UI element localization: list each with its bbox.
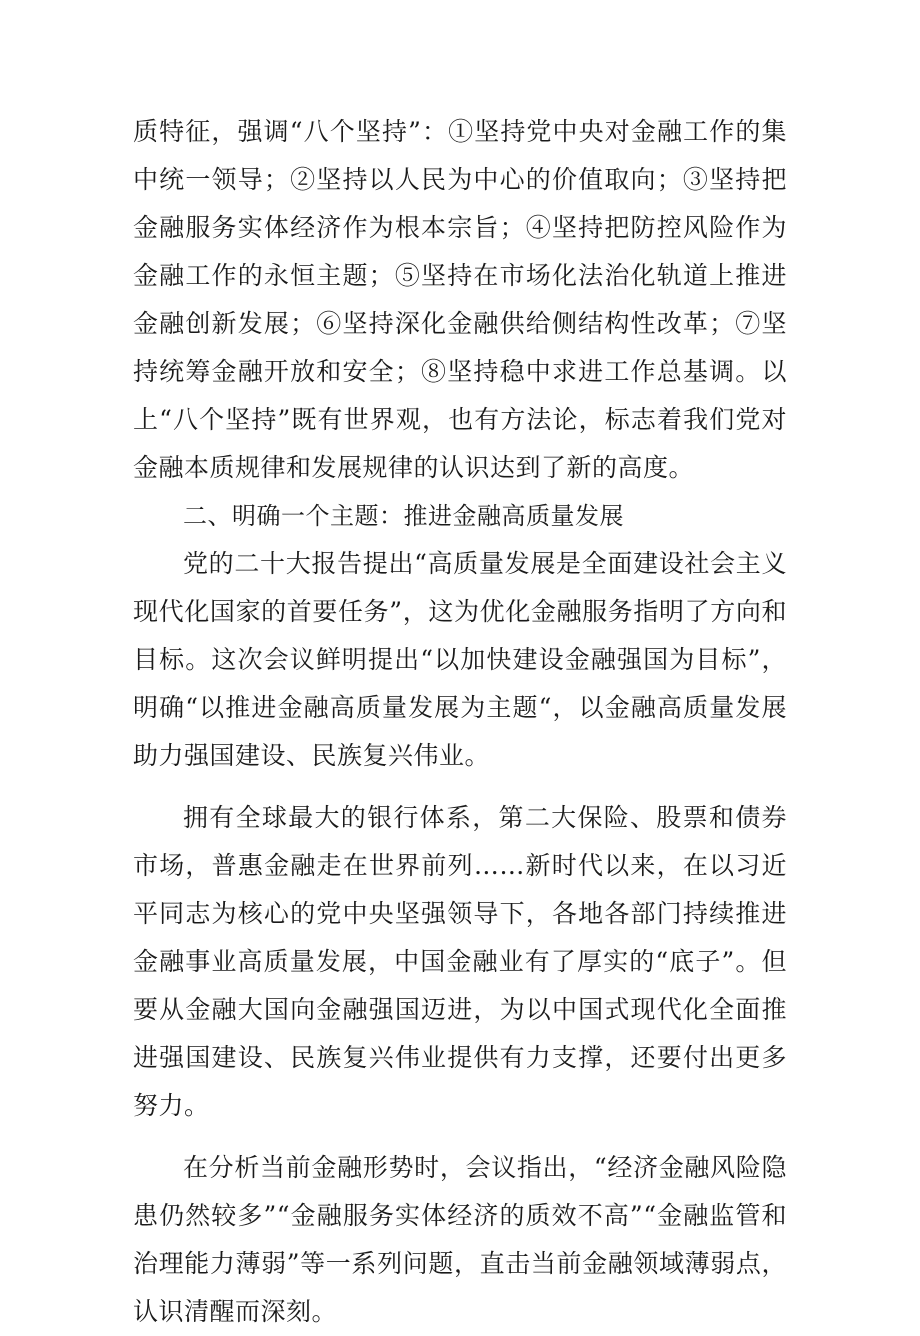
paragraph-eight-adherences: 质特征，强调“八个坚持”：①坚持党中央对金融工作的集中统一领导；②坚持以人民为中心的价值取向；③坚持把金融服务实体经济作为根本宗旨；④坚持把防控风险作为金融工作的永恒主题；⑤坚持在市场化法治化轨道上推进金融创新发展；⑥坚持深化金融供给侧结构性改革；⑦坚持统筹金融开放和安全；⑧坚持稳中求进工作总基调。以上“八个坚持”既有世界观，也有方法论，标志着我们党对金融本质规律和发展规律的认识达到了新的高度。	[133, 117, 787, 482]
paragraph-financial-risks: 在分析当前金融形势时，会议指出，“经济金融风险隐患仍然较多”“金融服务实体经济的质效不高”“金融监管和治理能力薄弱”等一系列问题，直击当前金融领域薄弱点，认识清醒而深刻。	[133, 1153, 787, 1326]
paragraph-spacer	[133, 780, 787, 794]
paragraph-high-quality-development: 党的二十大报告提出“高质量发展是全面建设社会主义现代化国家的首要任务”，这为优化金融服务指明了方向和目标。这次会议鲜明提出“以加快建设金融强国为目标”，明确“以推进金融高质量发展为主题“，以金融高质量发展助力强国建设、民族复兴伟业。	[133, 549, 787, 770]
section-heading: 二、明确一个主题：推进金融高质量发展	[183, 502, 624, 530]
document-body	[133, 108, 787, 1336]
paragraph-financial-system: 拥有全球最大的银行体系，第二大保险、股票和债券市场，普惠金融走在世界前列……新时代以来，在以习近平同志为核心的党中央坚强领导下，各地各部门持续推进金融事业高质量发展，中国金融业有了厚实的“底子”。但要从金融大国向金融强国迈进，为以中国式现代化全面推进强国建设、民族复兴伟业提供有力支撑，还要付出更多努力。	[133, 803, 787, 1120]
paragraph-spacer	[133, 1130, 787, 1144]
